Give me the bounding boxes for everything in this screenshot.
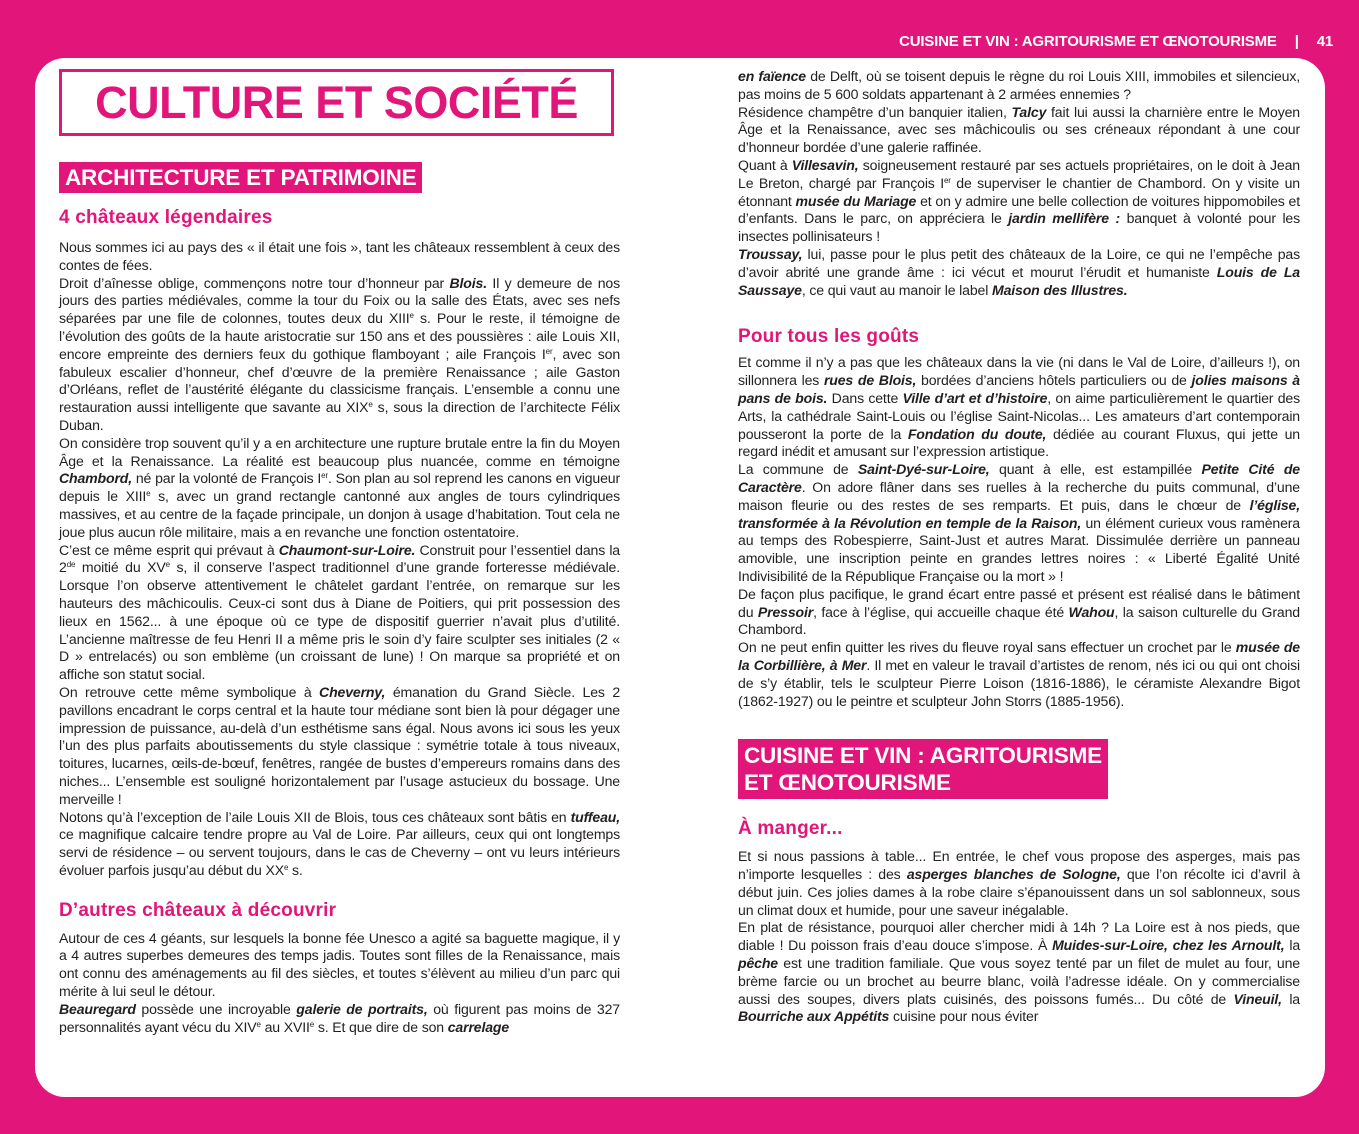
paragraph: C’est ce même esprit qui prévaut à Chaumont-sur-Loire. Construit pour l’essentiel dans la 2de moitié du XVe s, il conserve l’aspect traditionnel d’une grande forteresse médiévale. Lorsque l’on observe attentivement le châtelet gardant l’entrée, on remarque sur les hauteurs des mâchicoulis. Ceux-ci sont dus à Diane de Poitiers, qui prit possession des lieux en 1562... à une époque où ce type de dispositif guerrier n’avait plus d’utilité. L’ancienne maîtresse de feu Henri II a même pris le soin d’y faire sculpter ses initiales (2 « D » entrelacés) ou son emblème (un croissant de lune) ! On marque sa propriété et on affiche son statut social. <box>59 541 621 683</box>
article-body-left-1 <box>59 239 620 880</box>
paragraph: Beauregard possède une incroyable galerie de portraits, où figurent pas moins de 327 personnalités ayant vécu du XIVe au XVIIe s. Et que dire de son carrelage <box>59 1000 620 1035</box>
paragraph: Quant à Villesavin, soigneusement restauré par ses actuels propriétaires, on le doit à Jean Le Breton, chargé par François Ier de superviser le chantier de Chambord. On y visite un étonnant musée du Mariage et on y admire une belle collection de voitures hippomobiles et d’enfants. Dans le parc, on appréciera le jardin mellifère : banquet à volonté pour les insectes pollinisateurs ! <box>738 156 1301 245</box>
chapter-title-box <box>59 69 614 136</box>
paragraph: On considère trop souvent qu’il y a en architecture une rupture brutale entre la fin du Moyen Âge et la Renaissance. La réalité est beaucoup plus nuancée, comme en témoigne Chambord, né par la volonté de François Ier. Son plan au sol reprend les canons en vigueur depuis le XIIIe s, avec un grand rectangle cantonné aux angles de tours cylindriques massives, et au centre de la façade principale, un donjon à usage d’habitation. Tout cela ne joue plus aucun rôle militaire, mais a en revanche une fonction ostentatoire. <box>59 434 620 540</box>
section-banner-architecture: ARCHITECTURE ET PATRIMOINE <box>59 162 422 193</box>
section-banner-cuisine <box>738 739 1300 799</box>
article-body-left-2 <box>59 930 620 1037</box>
paragraph: Autour de ces 4 géants, sur lesquels la bonne fée Unesco a agité sa baguette magique, il y a 4 autres superbes demeures des temps jadis. Toutes sont filles de la Renaissance, mais ont connu des aménagements au fil des siècles, et toutes s’élèvent au milieu d’un parc qui mérite à lui seul le détour. <box>59 929 620 1000</box>
paragraph: Et comme il n’y a pas que les châteaux dans la vie (ni dans le Val de Loire, d’ailleurs !), on sillonnera les rues de Blois, bordées d’anciens hôtels particuliers ou de jolies maisons à pans de bois. Dans cette Ville d’art et d’histoire, on aime particulièrement le quartier des Arts, la cathédrale Saint-Louis ou l’église Saint-Nicolas... Les amateurs d’art contemporain pousseront la porte de la Fondation du doute, dédiée au courant Fluxus, qui jette un regard inédit et amusant sur l’expression artistique. <box>738 354 1300 460</box>
subheading-pour-tous-les-gouts: Pour tous les goûts <box>738 326 920 348</box>
paragraph: De façon plus pacifique, le grand écart entre passé et présent est réalisé dans le bâtiment du Pressoir, face à l’église, qui accueille chaque été Wahou, la saison culturelle du Grand Chambord. <box>738 585 1300 638</box>
subheading-chateaux-legendaires: 4 châteaux légendaires <box>59 207 273 228</box>
section-banner-line2: ET ŒNOTOURISME <box>744 770 951 796</box>
paragraph: en faïence de Delft, où se toisent depuis le règne du roi Louis XIII, immobiles et silencieux, pas moins de 5 600 soldats appartenant à 2 armées ennemies ? <box>738 68 1300 102</box>
running-title: CUISINE ET VIN : AGRITOURISME ET ŒNOTOURISME <box>899 32 1277 50</box>
running-header <box>899 31 1333 51</box>
paragraph: On retrouve cette même symbolique à Cheverny, émanation du Grand Siècle. Les 2 pavillons encadrant le corps central et la haute tour médiane sont bien là pour dégager une impression de puissance, au-delà d’un esthétisme sans égal. Nous avons ici sous les yeux l’un des plus parfaits aboutissements du style classique : symétrie totale à tous niveaux, toitures, lucarnes, œils-de-bœuf, fenêtres, rangée de bustes d’empereurs romains dans des niches... L’ensemble est souligné horizontalement par l’usage astucieux du bossage. Une merveille ! <box>59 683 621 807</box>
paragraph: En plat de résistance, pourquoi aller chercher midi à 14h ? La Loire est à nos pieds, que diable ! Du poisson frais d’eau douce s’impose. À Muides-sur-Loire, chez les Arnoult, la pêche est une tradition familiale. Que vous soyez tenté par un filet de mulet au four, une brème farcie ou un brochet au beurre blanc, voilà l’adresse idéale. On y commercialise aussi des soupes, divers plats cuisinés, des poissons fumés... Du côté de Vineuil, la Bourriche aux Appétits cuisine pour nous éviter <box>738 919 1301 1025</box>
paragraph: Troussay, lui, passe pour le plus petit des châteaux de la Loire, ce qui ne l’empêche pas d’avoir abrité une grande âme : ici vécut et mourut l’érudit et humaniste Louis de La Saussaye, ce qui vaut au manoir le label Maison des Illustres. <box>738 245 1300 298</box>
article-body-right-1 <box>738 68 1300 299</box>
paragraph: Notons qu’à l’exception de l’aile Louis XII de Blois, tous ces châteaux sont bâtis en tuffeau, ce magnifique calcaire tendre propre au Val de Loire. Par ailleurs, ceux qui ont longtemps servi de résidence – ou servent toujours, dans le cas de Cheverny – ont vu leurs intérieurs évoluer parfois jusqu’au début du XXe s. <box>59 808 620 878</box>
header-separator: | <box>1294 32 1299 50</box>
paragraph: Et si nous passions à table... En entrée, le chef vous propose des asperges, mais pas n’importe lesquelles : des asperges blanches de Sologne, que l’on récolte ici d’avril à début juin. Ces jolies dames à la robe claire s’épanouissent dans un sol sablonneux, sous un climat doux et humide, pour une saveur inégalable. <box>738 848 1301 918</box>
article-body-right-2 <box>738 354 1300 710</box>
page-number: 41 <box>1316 32 1333 50</box>
chapter-title: CULTURE ET SOCIÉTÉ <box>95 76 578 128</box>
section-banner-line1: CUISINE ET VIN : AGRITOURISME <box>744 743 1102 769</box>
paragraph: Résidence champêtre d’un banquier italien, Talcy fait lui aussi la charnière entre le Moyen Âge et la Renaissance, avec ses mâchicoulis ou ses créneaux répondant à une cour d’honneur bordée d’une galerie raffinée. <box>738 103 1300 156</box>
page-sheet <box>35 58 1325 1097</box>
subheading-autres-chateaux: D’autres châteaux à découvrir <box>59 899 337 921</box>
right-column <box>738 68 1300 1026</box>
paragraph: Droit d’aînesse oblige, commençons notre tour d’honneur par Blois. Il y demeure de nos jours des parties médiévales, comme la tour du Foix ou la salle des États, avec ses nefs séparées par une file de colonnes, toutes deux du XIIIe s. Pour le reste, il témoigne de l’évolution des goûts de la haute aristocratie sur 150 ans et des poussières : aile Louis XII, encore empreinte des derniers feux du gothique flamboyant ; aile François Ier, avec son fabuleux escalier d’honneur, chef d’œuvre de la première Renaissance ; aile Gaston d’Orléans, reflet de l’austérité élégante du classicisme français. L’ensemble a connu une restauration aussi intelligente que savante au XIXe s, sous la direction de l’architecte Félix Duban. <box>59 274 621 433</box>
article-body-right-3 <box>738 848 1300 1026</box>
paragraph: La commune de Saint-Dyé-sur-Loire, quant à elle, est estampillée Petite Cité de Caractère. On adore flâner dans ses ruelles à la recherche du puits communal, d’une maison fleurie ou des restes de ses remparts. Et puis, dans le chœur de l’église, transformée à la Révolution en temple de la Raison, un élément curieux vous ramènera au temps des Robespierre, Saint-Just et autres Marat. Dissimulée derrière un panneau amovible, une inscription peinte en grandes lettres noires : « Liberté Égalité Unité Indivisibilité de la République Française ou la mort » ! <box>738 461 1300 584</box>
paragraph: On ne peut enfin quitter les rives du fleuve royal sans effectuer un crochet par le musée de la Corbillière, à Mer. Il met en valeur le travail d’artistes de renom, nés ici ou qui ont choisi de s’y établir, tels le sculpteur Pierre Loison (1816-1886), le céramiste Alexandre Bigot (1862-1927) ou le peintre et sculpteur John Storrs (1885-1956). <box>738 639 1300 709</box>
paragraph: Nous sommes ici au pays des « il était une fois », tant les châteaux ressemblent à ceux des contes de fées. <box>59 239 620 273</box>
subheading-a-manger: À manger... <box>738 818 843 840</box>
left-column <box>59 162 620 1036</box>
